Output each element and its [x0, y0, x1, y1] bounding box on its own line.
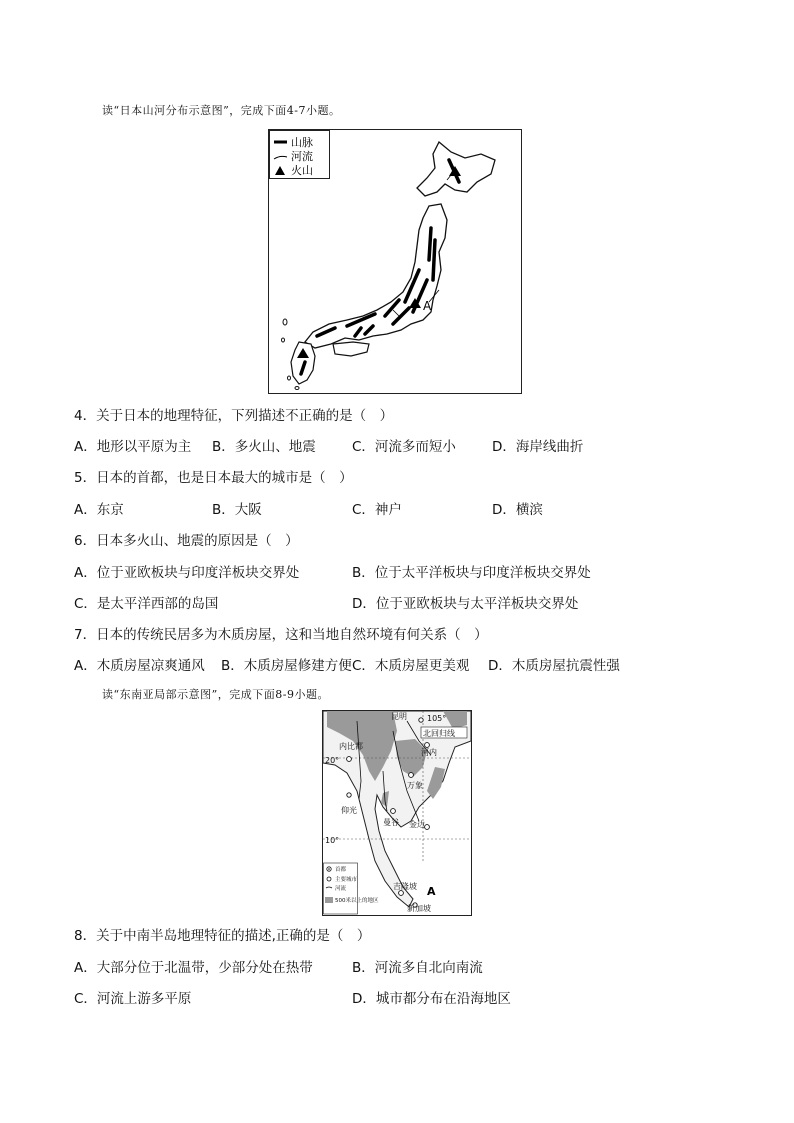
highland-legend-icon [325, 897, 333, 903]
city-legend-icon [327, 877, 331, 881]
shikoku-island [333, 342, 369, 356]
q5-option-b[interactable]: B．大阪 [212, 502, 262, 518]
honshu-island [305, 204, 447, 348]
city-kunming: 昆明 [391, 712, 407, 721]
city-yangon: 仰光 [341, 806, 357, 815]
tropic-label: 北回归线 [423, 729, 455, 738]
city-bangkok: 曼谷 [383, 818, 399, 827]
q4-option-a[interactable]: A．地形以平原为主 [74, 439, 192, 455]
japan-map [268, 129, 522, 394]
q6-option-b[interactable]: B．位于太平洋板块与印度洋板块交界处 [352, 565, 591, 581]
latitude-10-label: 10° [325, 836, 340, 845]
q6-option-a[interactable]: A．位于亚欧板块与印度洋板块交界处 [74, 565, 300, 581]
q8-option-b[interactable]: B．河流多自北向南流 [352, 960, 483, 976]
city-naypyidaw: 内比都 [339, 742, 363, 751]
q8-option-a[interactable]: A．大部分位于北温带，少部分处在热带 [74, 960, 313, 976]
q7-option-c[interactable]: C．木质房屋更美观 [352, 658, 470, 674]
sea-map-drawing [323, 711, 471, 915]
latitude-20-label: 20° [325, 756, 340, 765]
q5-option-a[interactable]: A．东京 [74, 502, 124, 518]
q8-option-c[interactable]: C．河流上游多平原 [74, 991, 192, 1007]
city-phnom-penh: 金边 [409, 820, 425, 829]
q6-option-c[interactable]: C．是太平洋西部的岛国 [74, 596, 219, 612]
legend-highland: 500米以上的地区 [335, 898, 379, 904]
sea-point-a-label: A [427, 885, 436, 898]
q4-option-d[interactable]: D．海岸线曲折 [492, 439, 584, 455]
legend-river-2: 河流 [335, 886, 347, 892]
q7-option-b[interactable]: B．木质房屋修建方便 [221, 658, 352, 674]
legend-volcano: 火山 [291, 164, 313, 177]
point-a-label: A [423, 299, 432, 313]
question-5-stem: 5．日本的首都，也是日本最大的城市是（ ） [74, 470, 353, 486]
q7-option-d[interactable]: D．木质房屋抗震性强 [488, 658, 620, 674]
question-6-stem: 6．日本多火山、地震的原因是（ ） [74, 533, 299, 549]
intro-southeast-asia: 读“东南亚局部示意图”，完成下面8-9小题。 [102, 688, 329, 701]
legend-river: 河流 [291, 150, 313, 163]
city-singapore: 新加坡 [407, 904, 431, 913]
longitude-label: 105° [427, 714, 447, 723]
city-kuala-lumpur: 吉隆坡 [393, 882, 417, 891]
question-4-stem: 4．关于日本的地理特征，下列描述不正确的是（ ） [74, 408, 394, 424]
southeast-asia-map [322, 710, 472, 916]
q4-option-b[interactable]: B．多火山、地震 [212, 439, 316, 455]
question-8-stem: 8．关于中南半岛地理特征的描述,正确的是（ ） [74, 928, 371, 944]
japan-map-drawing [269, 130, 521, 393]
q8-option-d[interactable]: D．城市都分布在沿海地区 [352, 991, 511, 1007]
legend-mountain: 山脉 [291, 136, 313, 149]
legend-capital: 首都 [335, 867, 347, 873]
q7-option-a[interactable]: A．木质房屋凉爽通风 [74, 658, 205, 674]
city-hanoi: 河内 [421, 748, 437, 757]
question-7-stem: 7．日本的传统民居多为木质房屋，这和当地自然环境有何关系（ ） [74, 627, 488, 643]
q5-option-c[interactable]: C．神户 [352, 502, 402, 518]
intro-japan: 读“日本山河分布示意图”，完成下面4-7小题。 [102, 104, 341, 117]
q5-option-d[interactable]: D．横滨 [492, 502, 543, 518]
city-vientiane: 万象 [407, 781, 423, 790]
q4-option-c[interactable]: C．河流多而短小 [352, 439, 456, 455]
legend-major-city: 主要城市 [335, 877, 358, 883]
q6-option-d[interactable]: D．位于亚欧板块与太平洋板块交界处 [352, 596, 579, 612]
